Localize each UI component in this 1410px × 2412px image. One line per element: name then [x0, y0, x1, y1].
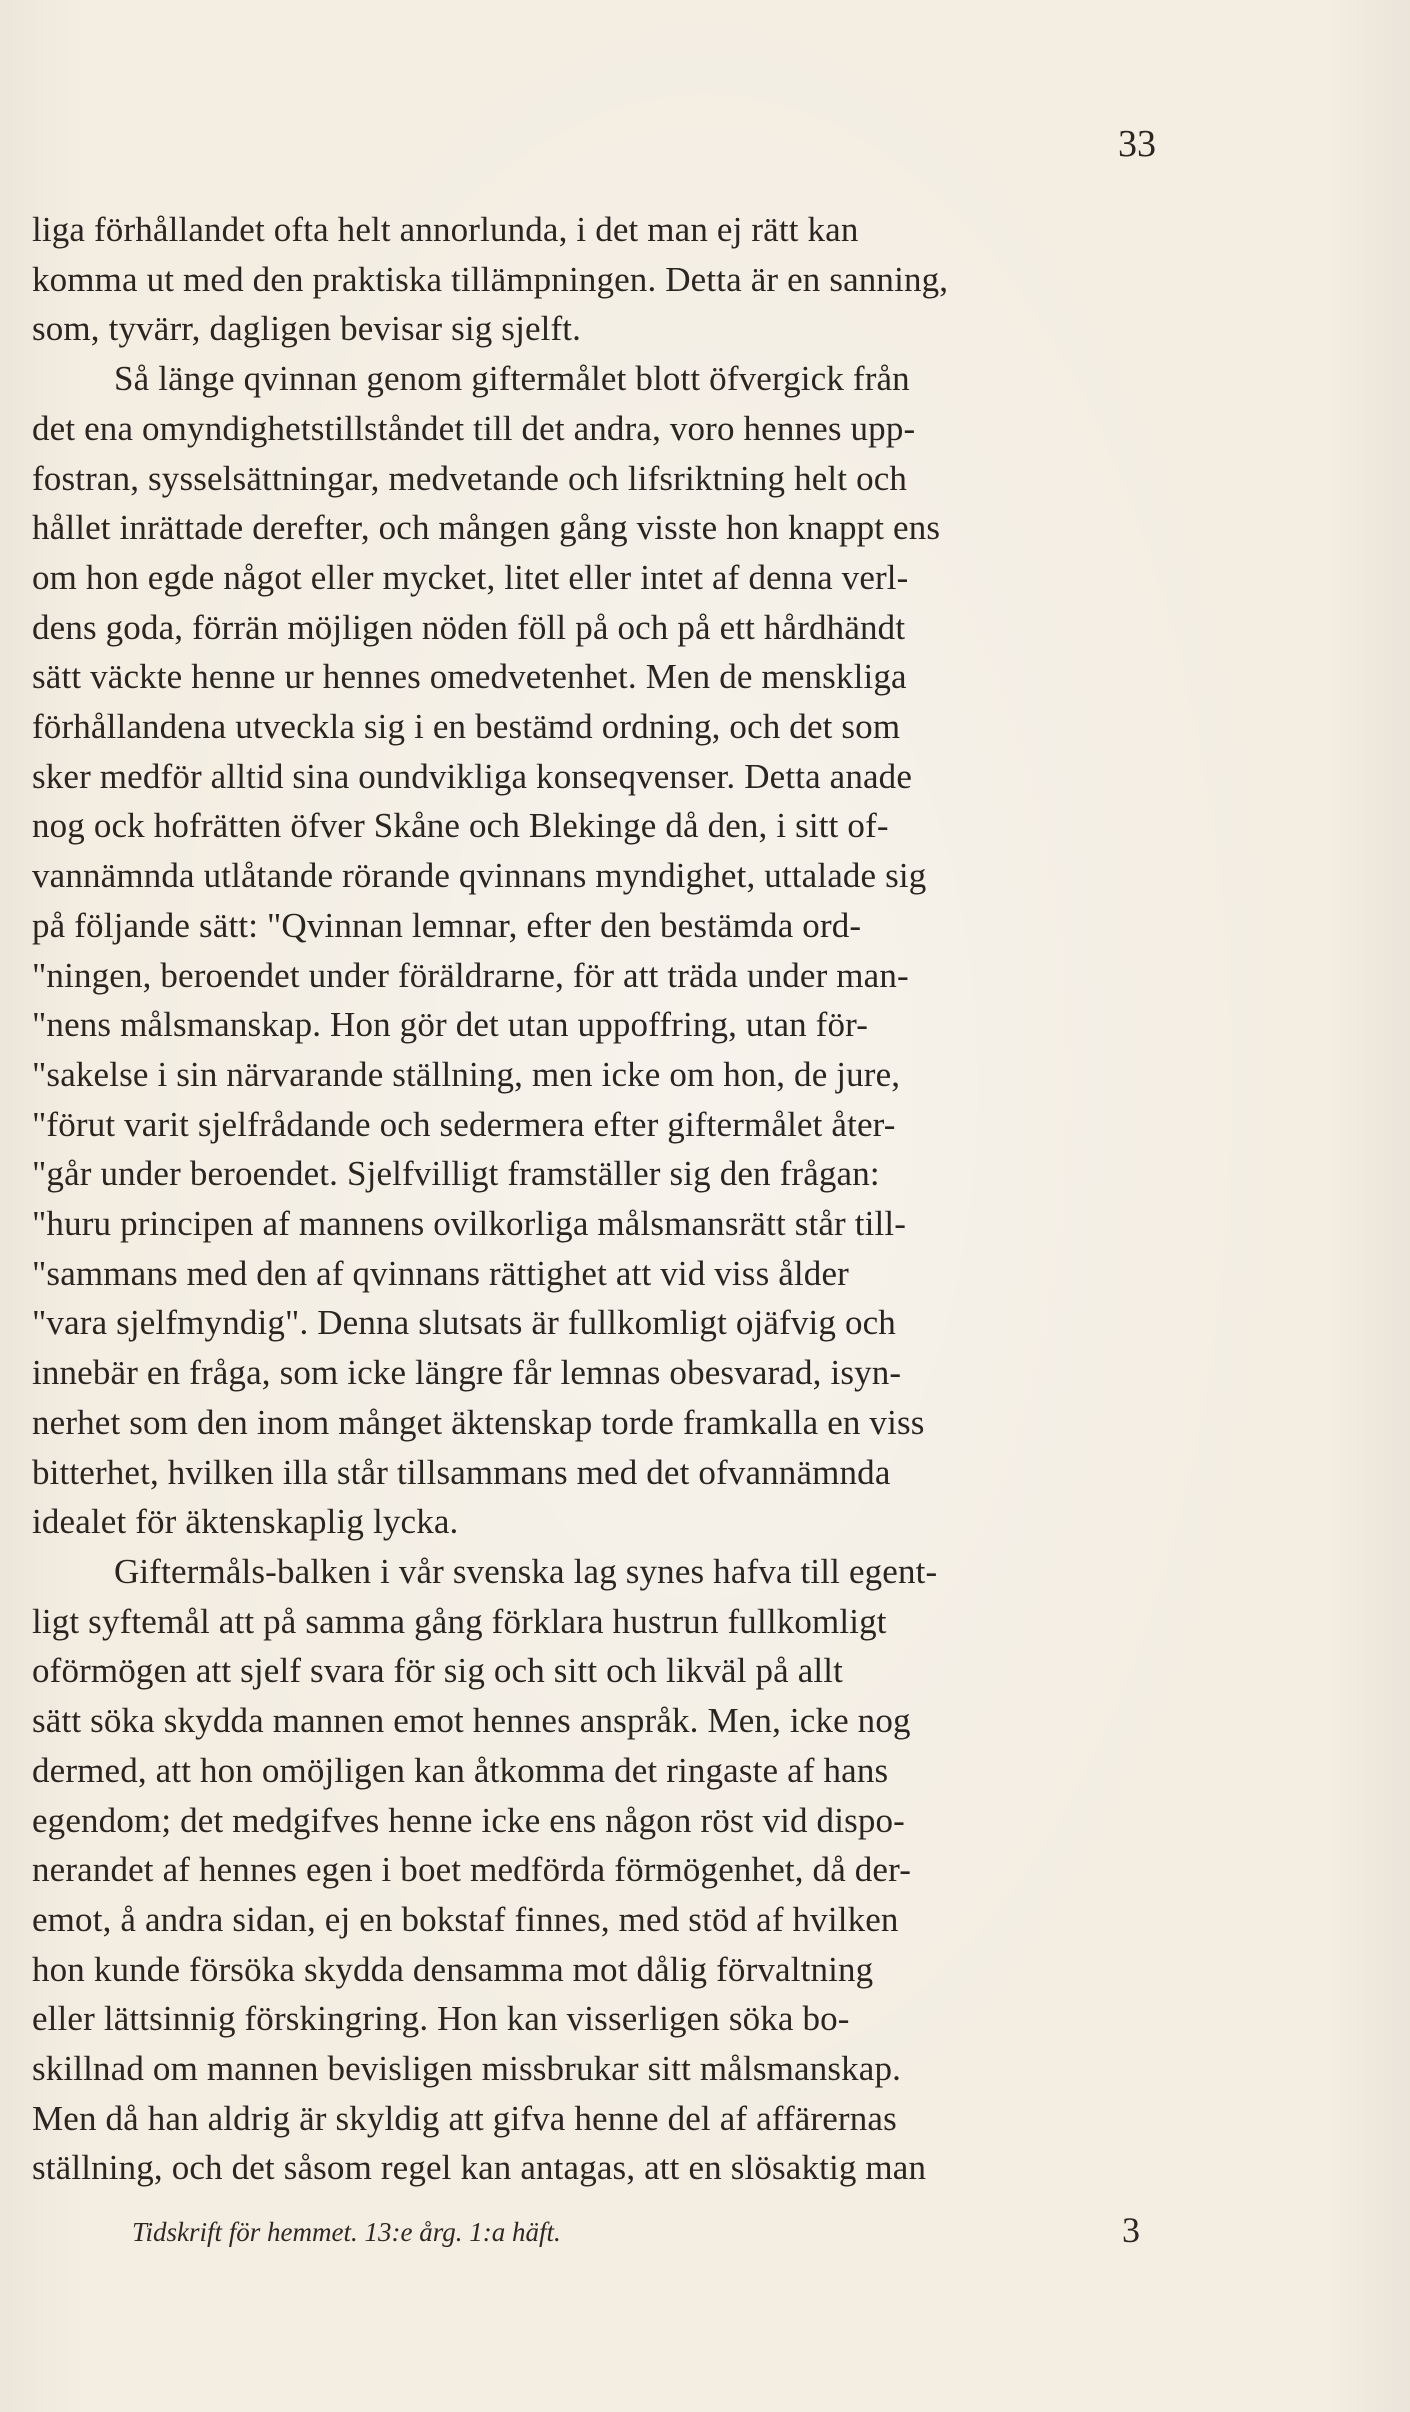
text-line: som, tyvärr, dagligen bevisar sig sjelft. — [32, 309, 582, 349]
text-line: fostran, sysselsättningar, medvetande och lifsriktning helt och — [32, 458, 908, 498]
text-line: liga förhållandet ofta helt annorlunda, i det man ej rätt kan — [32, 210, 859, 249]
text-line: "sammans med den af qvinnans rättighet att vid viss ålder — [32, 1253, 849, 1293]
page-number: 33 — [1118, 123, 1156, 165]
text-line: "ningen, beroendet under föräldrarne, för att träda under man- — [32, 955, 909, 995]
text-line: det ena omyndighetstillståndet till det andra, voro hennes upp- — [32, 408, 916, 448]
text-line: "nens målsmanskap. Hon gör det utan uppoffring, utan för- — [32, 1005, 869, 1045]
text-line: Men då han aldrig är skyldig att gifva henne del af affärernas — [32, 2098, 897, 2138]
text-line: hållet inrättade derefter, och mången gång visste hon knappt ens — [32, 508, 941, 548]
text-line: innebär en fråga, som icke längre får lemnas obesvarad, isyn- — [32, 1353, 902, 1393]
text-line: oförmögen att sjelf svara för sig och sitt och likväl på allt — [32, 1651, 844, 1691]
text-line: Giftermåls-balken i vår svenska lag synes hafva till egent- — [114, 1551, 938, 1591]
text-line: idealet för äktenskaplig lycka. — [32, 1502, 459, 1542]
text-line: sätt söka skydda mannen emot hennes anspråk. Men, icke nog — [32, 1701, 911, 1741]
text-line: skillnad om mannen bevisligen missbrukar sitt målsmanskap. — [32, 2049, 902, 2089]
text-line: "sakelse i sin närvarande ställning, men icke om hon, de jure, — [32, 1054, 901, 1094]
text-line: ligt syftemål att på samma gång förklara hustrun fullkomligt — [32, 1601, 887, 1641]
text-line: på följande sätt: "Qvinnan lemnar, efter den bestämda ord- — [32, 905, 862, 945]
text-line: "går under beroendet. Sjelfvilligt framställer sig den frågan: — [32, 1154, 880, 1194]
text-line: hon kunde försöka skydda densamma mot dålig förvaltning — [32, 1949, 874, 1989]
journal-footer: Tidskrift för hemmet. 13:e årg. 1:a häft. — [132, 2217, 561, 2247]
text-line: komma ut med den praktiska tillämpningen. Detta är en sanning, — [32, 259, 949, 299]
text-line: egendom; det medgifves henne icke ens någon röst vid dispo- — [32, 1800, 905, 1840]
text-line: "huru principen af mannens ovilkorliga målsmansrätt står till- — [32, 1204, 907, 1244]
text-line: "vara sjelfmyndig". Denna slutsats är fullkomligt ojäfvig och — [32, 1303, 896, 1343]
text-line: nog ock hofrätten öfver Skåne och Blekinge då den, i sitt of- — [32, 806, 889, 846]
text-line: om hon egde något eller mycket, litet eller intet af denna verl- — [32, 557, 909, 597]
text-line: sätt väckte henne ur hennes omedvetenhet. Men de menskliga — [32, 657, 907, 697]
text-line: dermed, att hon omöjligen kan åtkomma det ringaste af hans — [32, 1750, 889, 1790]
text-line: ställning, och det såsom regel kan antagas, att en slösaktig man — [32, 2148, 927, 2188]
text-line: Så länge qvinnan genom giftermålet blott öfvergick från — [114, 359, 910, 399]
text-line: sker medför alltid sina oundvikliga konseqvenser. Detta anade — [32, 756, 913, 796]
text-line: emot, å andra sidan, ej en bokstaf finnes, med stöd af hvilken — [32, 1899, 899, 1939]
text-line: nerhet som den inom månget äktenskap torde framkalla en viss — [32, 1402, 925, 1442]
text-line: dens goda, förrän möjligen nöden föll på och på ett hårdhändt — [32, 607, 906, 647]
signature-mark: 3 — [1122, 2210, 1140, 2250]
text-line: eller lättsinnig förskingring. Hon kan visserligen söka bo- — [32, 1999, 850, 2039]
text-line: "förut varit sjelfrådande och sedermera efter giftermålet åter- — [32, 1104, 896, 1144]
text-line: förhållandena utveckla sig i en bestämd ordning, och det som — [32, 707, 901, 747]
text-line: bitterhet, hvilken illa står tillsammans med det ofvannämnda — [32, 1452, 891, 1492]
text-line: nerandet af hennes egen i boet medförda förmögenhet, då der- — [32, 1850, 912, 1890]
page-body — [32, 205, 1204, 2193]
text-line: vannämnda utlåtande rörande qvinnans myndighet, uttalade sig — [32, 856, 927, 896]
